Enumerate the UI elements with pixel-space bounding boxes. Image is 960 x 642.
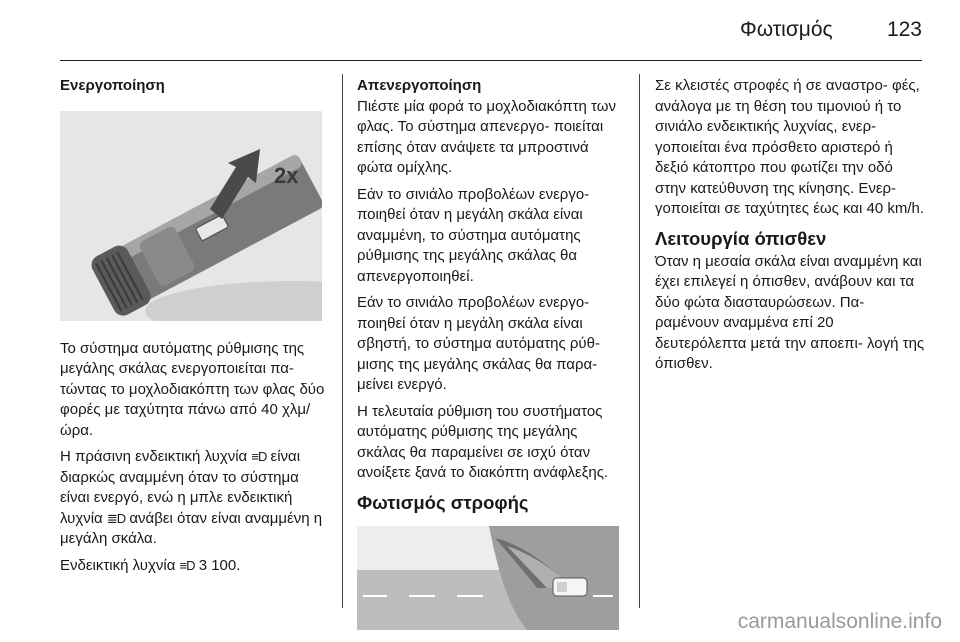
deactivation-paragraph-1: Πιέστε μία φορά το μοχλοδιακόπτη των φλας. Το σύστημα απενεργο- ποιείται επίσης όταν ανάψετε τα μπροστινά φώτα ομίχλης. [357, 97, 616, 176]
auto-high-beam-icon: ≡D [179, 557, 195, 573]
activation-heading: Ενεργοποίηση [60, 77, 165, 94]
deactivation-heading: Απενεργοποίηση [357, 77, 482, 94]
deactivation-paragraph-2: Εάν το σινιάλο προβολέων ενεργο- ποιηθεί όταν η μεγάλη σκάλα είναι αναμμένη, το σύστημα αυτόματης ρύθμισης της μεγάλης σκάλας θα απενεργοποιηθεί. [357, 185, 590, 285]
reverse-mode-heading: Λειτουργία όπισθεν [655, 227, 827, 249]
figure-label: 2x [274, 162, 299, 188]
column-2 [357, 76, 627, 630]
deactivation-paragraph-3: Εάν το σινιάλο προβολέων ενεργο- ποιηθεί όταν η μεγάλη σκάλα είναι σβηστή, το σύστημα αυτόματης ρύθ- μισης της μεγάλης σκάλας θα παρα- μείνει ενεργό. [357, 294, 600, 393]
page-number: 123 [886, 18, 922, 41]
column-3 [655, 76, 927, 381]
cornering-paragraph: Σε κλειστές στροφές ή σε αναστρο- φές, ανάλογα με τη θέση του τιμονιού ή το σινιάλο ενδεικτικής λυχνίας, ενερ- γοποιείται ένα πρόσθετο αριστερό ή δεξιό κάτοπτρο που φωτίζει την οδό στην κατεύθυνση της κίνησης. Ενερ- γοποιείται σε ταχύτητες έως και 40 km/h. [655, 77, 925, 217]
header-divider [60, 60, 922, 61]
cornering-road-icon [357, 526, 619, 630]
column-divider-1 [342, 74, 343, 608]
activation-paragraph-2: Η πράσινη ενδεικτική λυχνία ≡D είναι διαρκώς αναμμένη όταν το σύστημα είναι ενεργό, ενώ η μπλε ενδεικτική λυχνία ≣D ανάβει όταν είναι αναμμένη η μεγάλη σκάλα. [60, 448, 323, 547]
reverse-mode-paragraph: Όταν η μεσαία σκάλα είναι αναμμένη και έχει επιλεγεί η όπισθεν, ανάβουν και τα δύο φώτα διασταυρώσεων. Πα- ραμένουν αναμμένα επί 20 δευτερόλεπτα μετά την αποεπι- λογή της όπισθεν. [655, 252, 925, 372]
watermark: carmanualsonline.info [737, 610, 942, 633]
stalk-illustration [60, 111, 322, 321]
cornering-light-illustration [357, 526, 619, 630]
cornering-light-heading: Φωτισμός στροφής [357, 491, 529, 513]
page-header-title: Φωτισμός [740, 18, 833, 41]
activation-paragraph-1: Το σύστημα αυτόματης ρύθμισης της μεγάλης σκάλας ενεργοποιείται πα- τώντας το μοχλοδιακόπτη των φλας δύο φορές με ταχύτητα πάνω από 40 χλμ/ώρα. [60, 339, 325, 439]
turn-signal-stalk-icon [60, 111, 322, 321]
deactivation-paragraph-4: Η τελευταία ρύθμιση του συστήματος αυτόματης ρύθμισης της μεγάλης σκάλας θα παραμείνει σε ισχύ όταν ανοίξετε ξανά το διακόπτη ανάφλεξης. [357, 402, 609, 481]
activation-paragraph-3: Ενδεικτική λυχνία ≡D 3 100. [60, 556, 328, 577]
high-beam-icon: ≣D [106, 510, 126, 526]
page-reference-icon: 3 [198, 556, 208, 574]
auto-high-beam-icon: ≡D [251, 449, 267, 464]
column-1 [60, 76, 328, 582]
column-divider-2 [639, 74, 640, 608]
